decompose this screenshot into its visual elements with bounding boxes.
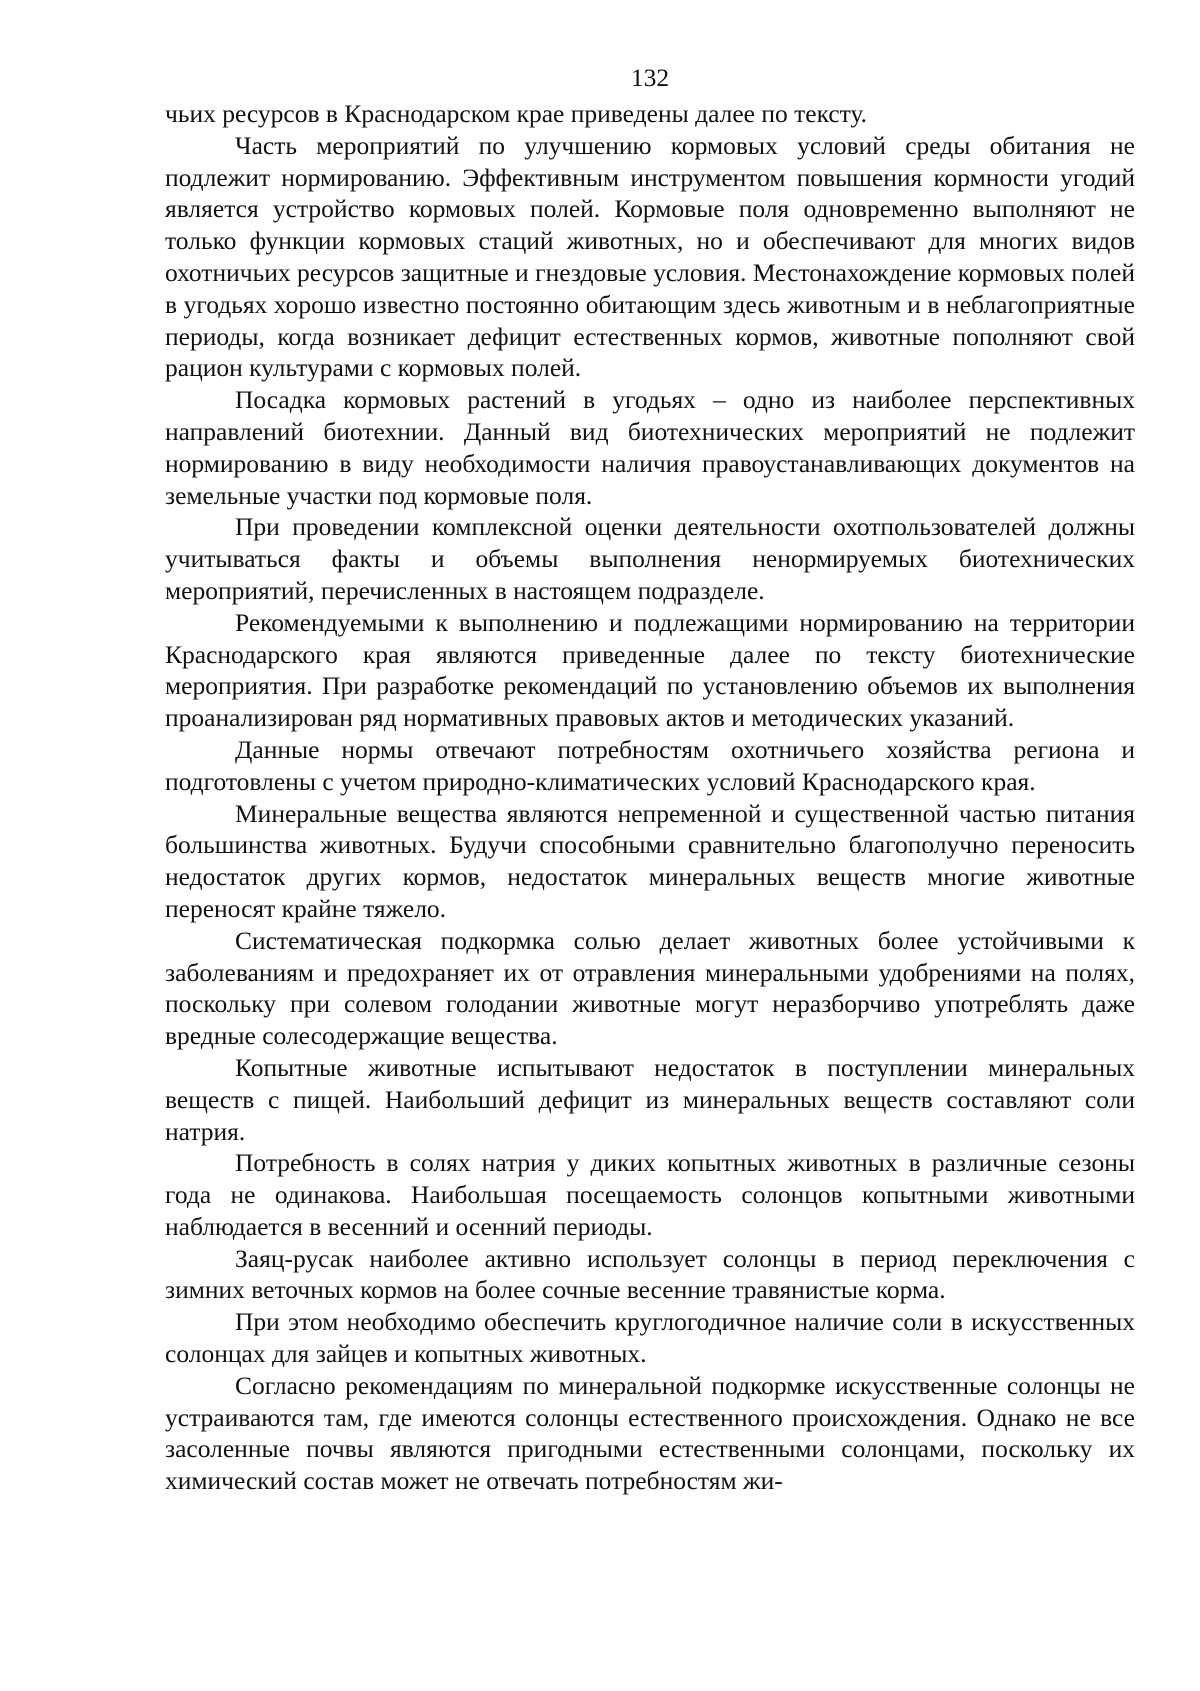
paragraph-feeding-fields: Часть мероприятий по улучшению кормовых условий среды обитания не подлежит нормированию. Эффективным инструментом повышения кормности угодий является устройство кормовых полей. Кормовые поля одновременно выполняют не только функции кормовых стаций животных, но и обеспечивают для многих видов охотничьих ресурсов защитные и гнездовые условия. Местонахождение кормовых полей в угодьях хорошо известно постоянно обитающим здесь животным и в неблагоприятные периоды, когда возникает дефицит естественных кормов, животные пополняют свой рацион культурами с кормовых полей. — [165, 130, 1135, 383]
paragraph-salt-feeding: Систематическая подкормка солью делает животных более устойчивыми к заболеваниям и предохраняет их от отравления минеральными удобрениями на полях, поскольку при солевом голодании животные могут неразборчиво употреблять даже вредные солесодержащие вещества. — [165, 925, 1135, 1051]
paragraph-ungulates: Копытные животные испытывают недостаток в поступлении минеральных веществ с пищей. Наибольший дефицит из минеральных веществ составляют соли натрия. — [165, 1052, 1135, 1146]
page-number: 132 — [630, 63, 670, 92]
paragraph-assessment: При проведении комплексной оценки деятельности охотпользователей должны учитываться факты и объемы выполнения ненормируемых биотехнических мероприятий, перечисленных в настоящем подразделе. — [165, 512, 1135, 605]
paragraph-salt-licks: Согласно рекомендациям по минеральной подкормке искусственные солонцы не устраиваются там, где имеются солонцы естественного происхождения. Однако не все засоленные почвы являются пригодными естественными солонцами, поскольку их химический состав может не отвечать потребностям жи- — [165, 1370, 1135, 1496]
paragraph-recommended-measures: Рекомендуемыми к выполнению и подлежащими нормированию на территории Краснодарского края являются приведенные далее по тексту биотехнические мероприятия. При разработке рекомендаций по установлению объемов их выполнения проанализирован ряд нормативных правовых актов и методических указаний. — [165, 607, 1135, 733]
paragraph-year-round-salt: При этом необходимо обеспечить круглогодичное наличие соли в искусственных солонцах для зайцев и копытных животных. — [165, 1307, 1135, 1369]
paragraph-planting-plants: Посадка кормовых растений в угодьях – одно из наиболее перспективных направлений биотехнии. Данный вид биотехнических мероприятий не подлежит нормированию в виду необходимости наличия правоустанавливающих документов на земельные участки под кормовые поля. — [165, 385, 1135, 510]
paragraph-hare: Заяц-русак наиболее активно использует солонцы в период переключения с зимних веточных кормов на более сочные весенние травянистые корма. — [165, 1243, 1135, 1305]
paragraph-continuation: чьих ресурсов в Краснодарском крае приведены далее по тексту. — [165, 99, 868, 128]
document-page — [165, 60, 1135, 1497]
paragraph-minerals: Минеральные вещества являются непременной и существенной частью питания большинства животных. Будучи способными сравнительно благополучно переносить недостаток других кормов, недостаток минеральных веществ многие животные переносят крайне тяжело. — [165, 798, 1135, 923]
paragraph-norms: Данные нормы отвечают потребностям охотничьего хозяйства региона и подготовлены с учетом природно-климатических условий Краснодарского края. — [165, 734, 1135, 796]
paragraph-sodium-need: Потребность в солях натрия у диких копытных животных в различные сезоны года не одинакова. Наибольшая посещаемость солонцов копытными животными наблюдается в весенний и осенний периоды. — [165, 1148, 1135, 1241]
